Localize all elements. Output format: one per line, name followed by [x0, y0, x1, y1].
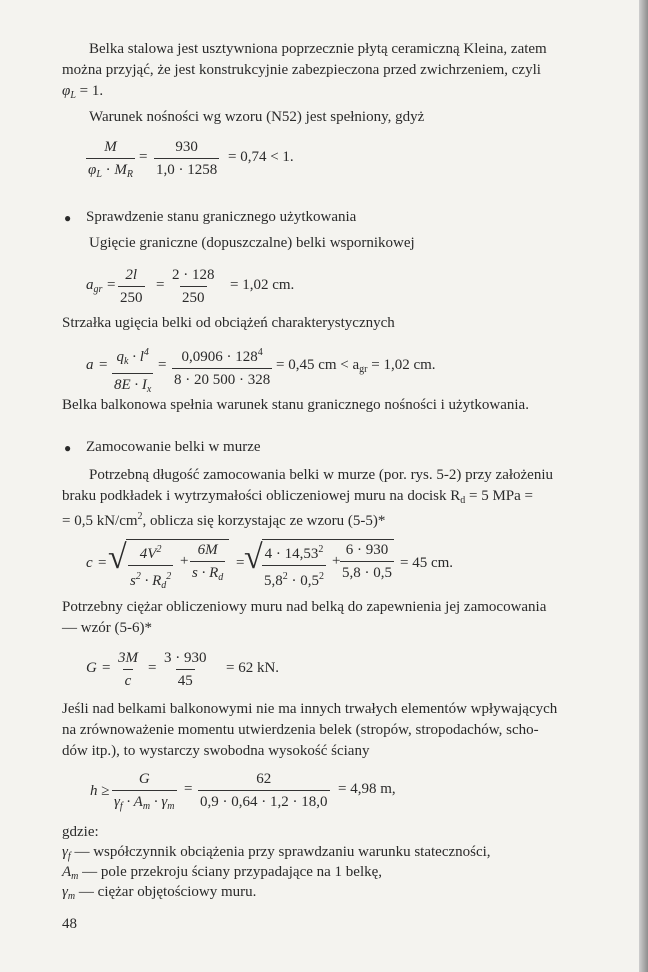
para6-line3: = 0,5 $kN/cm^2$, oblicza się korzystając ze wzoru (5-5)*	[62, 511, 386, 529]
f1-result: = 0,74 < 1.	[228, 149, 294, 165]
formula2-frac2: $\frac{2 \cdot 128}{250}$	[172, 267, 215, 306]
f3-result: = 0,45 cm < $a_{gr} = 1,02$ cm.	[276, 357, 436, 375]
f3-a: a	[86, 357, 94, 373]
formula4-frac2: $\frac{6M}{s \cdot R_d}$	[190, 541, 225, 587]
f1-num2: 930	[175, 139, 198, 155]
para8-line3: dów itp.), to wystarczy swobodna wysokość ściany	[62, 743, 370, 759]
para7-line1: Potrzebny ciężar obliczeniowy muru nad belką do zapewnienia jej zamocowania	[62, 599, 547, 615]
para3: Ugięcie graniczne (dopuszczalne) belki wspornikowej	[89, 235, 415, 251]
formula1-frac1	[86, 138, 135, 184]
f1-equals: =	[139, 149, 148, 165]
f2-a: $a_{gr}$	[86, 277, 103, 295]
f1-numerator: M	[104, 139, 117, 155]
f2-equals2: =	[156, 277, 165, 293]
para1-line3	[62, 82, 103, 105]
f5-result: = 62 kN.	[226, 660, 280, 676]
f4-plus: +	[180, 553, 189, 569]
f4-result: = 45 cm.	[400, 555, 454, 571]
page-number: 48	[62, 916, 77, 932]
f2-result: = 1,02 cm.	[230, 277, 295, 293]
para6-line1: Potrzebną długość zamocowania belki w murze (por. rys. 5-2) przy założeniu	[89, 467, 554, 483]
sqrt-icon: √	[108, 539, 127, 576]
formula5-frac1: $\frac{3M}{c}$	[118, 650, 138, 689]
f6-h: h ≥	[90, 783, 110, 799]
formula5-frac2: $\frac{3 \cdot 930}{45}$	[164, 650, 207, 689]
f1-denominator: $\varphi_L \cdot M_R$	[86, 158, 135, 184]
formula4-frac1: $\frac{4V^2}{s^2 \cdot R_d^2}$	[128, 541, 173, 595]
para2: Warunek nośności wg wzoru (N52) jest spełniony, gdyż	[89, 109, 425, 125]
formula1-frac2	[154, 138, 219, 179]
f3-equals: =	[99, 357, 108, 373]
f4-equals2: =	[236, 555, 245, 571]
phi-symbol: φ	[62, 83, 71, 99]
para1-line1: Belka stalowa jest usztywniona poprzecznie płytą ceramiczną Kleina, zatem	[89, 41, 547, 57]
bullet-icon: ●	[64, 211, 72, 225]
para4: Strzałka ugięcia belki od obciążeń charakterystycznych	[62, 315, 395, 331]
sqrt-icon-2: √	[244, 539, 263, 576]
legend-item: $A_m$ — pole przekroju ściany przypadające na 1 belkę,	[62, 864, 383, 882]
formula4-frac4: $\frac{6 \cdot 930}{5,8 \cdot 0,5}$	[342, 542, 392, 581]
f3-equals2: =	[158, 357, 167, 373]
sub-L: L	[70, 90, 76, 101]
f5-G: G	[86, 660, 97, 676]
f6-result: = 4,98 m,	[338, 781, 396, 797]
formula6-frac2: $\frac{62}{0,9 \cdot 0,64 \cdot 1,2 \cdot 18,0}$	[200, 771, 328, 810]
legend-item: $\gamma_m$ — ciężar objętościowy muru.	[62, 884, 257, 902]
f4-equals: =	[98, 555, 107, 571]
para8-line2: na zrównoważenie momentu utwierdzenia belek (stropów, stropodachów, scho-	[62, 722, 539, 738]
para7-line2: — wzór (5-6)*	[62, 620, 152, 636]
formula3-frac1: $\frac{q_k \cdot l^4}{8E \cdot I_x}$	[112, 344, 153, 399]
page-edge-shadow	[639, 0, 648, 972]
formula3-frac2: $\frac{0,0906 \cdot 128^4}{8 \cdot 20 500 \cdot 328}$	[174, 347, 271, 388]
bullet-icon-2: ●	[64, 441, 72, 455]
f5-equals2: =	[148, 660, 157, 676]
f2-equals: =	[107, 277, 116, 293]
para1-line2: można przyjąć, że jest konstrukcyjnie zabezpieczona przed zwichrzeniem, czyli	[62, 62, 541, 78]
gdzie-label: gdzie:	[62, 824, 99, 840]
formula2-frac1: $\frac{2l}{250}$	[120, 267, 143, 306]
f5-equals: =	[102, 660, 111, 676]
section2-title: Zamocowanie belki w murze	[86, 439, 261, 455]
formula4-frac3: $\frac{4 \cdot 14,53^2}{5,8^2 \cdot 0,5^2}$	[264, 544, 324, 589]
legend-item: $\gamma_f$ — współczynnik obciążenia przy sprawdzaniu warunku stateczności,	[62, 844, 491, 862]
equals-one: = 1.	[75, 83, 104, 99]
f6-equals: =	[184, 781, 193, 797]
para5: Belka balkonowa spełnia warunek stanu granicznego nośności i użytkowania.	[62, 397, 529, 413]
para8-line1: Jeśli nad belkami balkonowymi nie ma innych trwałych elementów wpływających	[62, 701, 558, 717]
section1-title: Sprawdzenie stanu granicznego użytkowania	[86, 209, 357, 225]
para6-line2: braku podkładek i wytrzymałości obliczeniowej muru na docisk $R_d = 5$ MPa =	[62, 488, 533, 506]
f4-c: c	[86, 555, 93, 571]
f1-den2: 1,0 · 1258	[154, 158, 219, 179]
f4-plus2: +	[332, 553, 341, 569]
formula6-frac1: $\frac{G}{\gamma_f \cdot A_m \cdot \gamma_m}$	[112, 770, 177, 816]
